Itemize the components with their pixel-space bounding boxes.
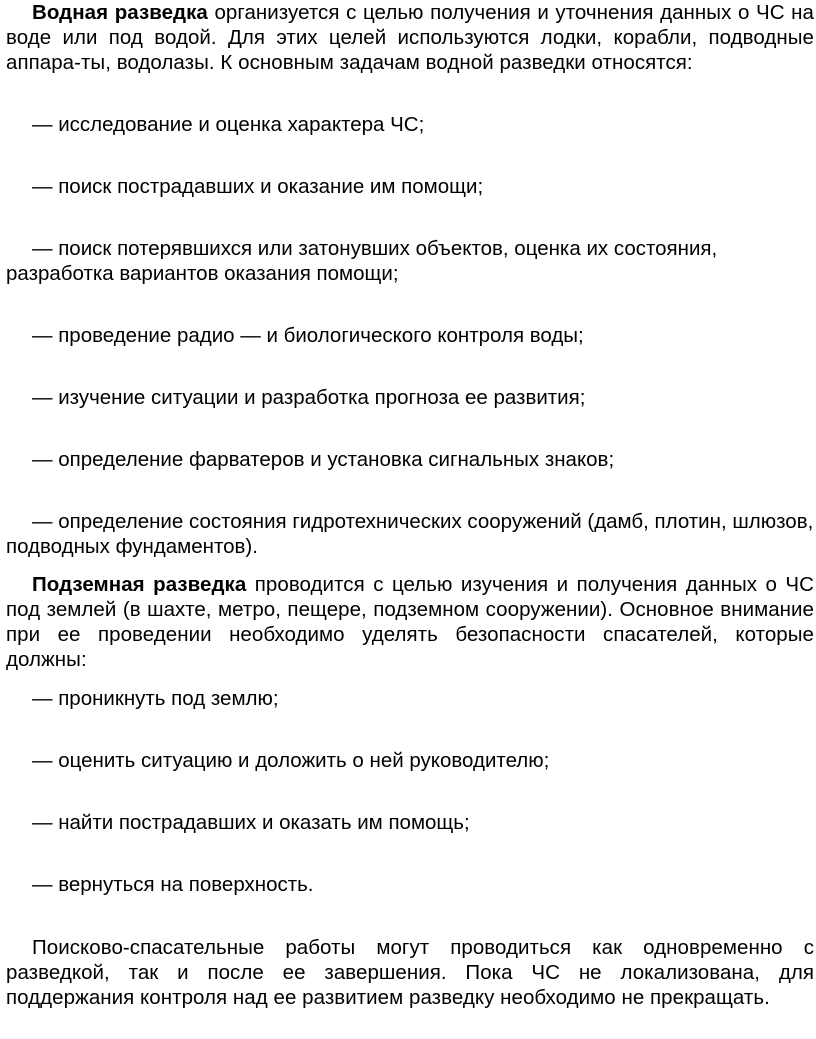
water-task-7: — определение состояния гидротехнических сооружений (дамб, плотин, шлюзов, подводных фундаментов). <box>6 510 814 558</box>
underground-task-4: — вернуться на поверхность. <box>32 873 314 896</box>
water-intro-paragraph <box>6 0 814 75</box>
water-task-3: — поиск потерявшихся или затонувших объектов, оценка их состояния, разработка вариантов оказания помощи; <box>6 237 718 285</box>
water-task-1: — исследование и оценка характера ЧС; <box>32 113 425 136</box>
closing-paragraph: Поисково-спасательные работы могут проводиться как одновременно с разведкой, так и после ее завершения. Пока ЧС не локализована, для поддержания контроля над ее развитием разведку необходимо не прекращать. <box>6 936 814 1009</box>
underground-task-2: — оценить ситуацию и доложить о ней руководителю; <box>32 749 550 772</box>
underground-task-1: — проникнуть под землю; <box>32 687 279 710</box>
underground-intro-text: проводится с целью изучения и получения данных о ЧС под землей (в шахте, метро, пещере, подземном сооружении). Основное внимание при ее проведении необходимо уделять безопасности спасателей, которые должны: <box>6 573 814 671</box>
water-intro-text: организуется с целью получения и уточнения данных о ЧС на воде или под водой. Для этих целей используются лодки, корабли, подводные аппара-ты, водолазы. К основным задачам водной разведки относятся: <box>6 1 815 74</box>
water-task-2: — поиск пострадавших и оказание им помощи; <box>32 175 484 198</box>
underground-task-3: — найти пострадавших и оказать им помощь; <box>32 811 470 834</box>
underground-intro-paragraph <box>6 572 814 672</box>
underground-term: Подземная разведка <box>32 573 247 596</box>
water-task-4: — проведение радио — и биологического контроля воды; <box>32 324 584 347</box>
water-task-5: — изучение ситуации и разработка прогноза ее развития; <box>32 386 586 409</box>
water-term: Водная разведка <box>32 1 208 24</box>
water-task-6: — определение фарватеров и установка сигнальных знаков; <box>32 448 615 471</box>
